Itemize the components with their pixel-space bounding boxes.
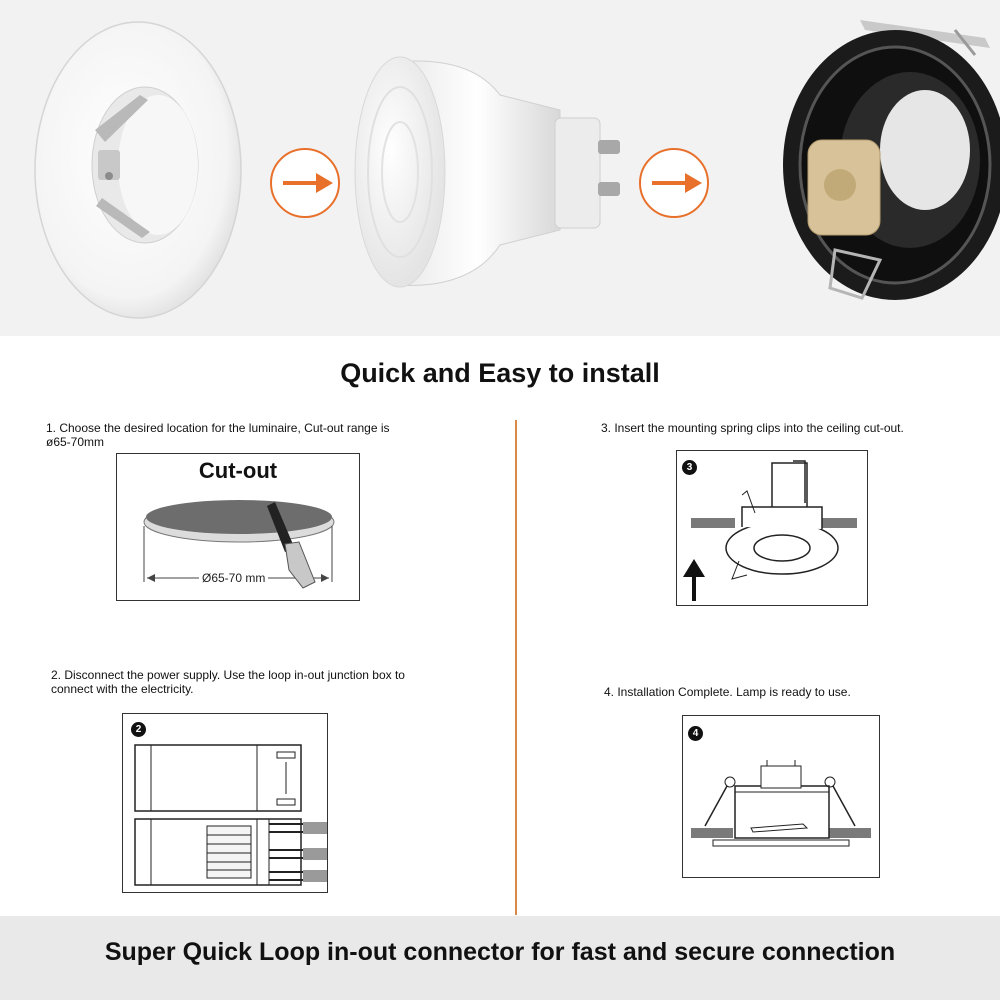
cutout-title: Cut-out bbox=[198, 458, 278, 483]
spring-clip-insert-drawing bbox=[677, 451, 867, 605]
footer-banner bbox=[0, 916, 1000, 1000]
arrow-right-icon bbox=[640, 149, 708, 217]
column-divider bbox=[515, 420, 517, 915]
step2-junction-panel bbox=[122, 713, 328, 893]
step1-cutout-panel bbox=[116, 453, 360, 601]
step1-instruction bbox=[46, 421, 416, 449]
installed-downlight-drawing bbox=[683, 716, 879, 877]
step4-instruction: 4. Installation Complete. Lamp is ready to use. bbox=[604, 685, 851, 699]
step4-complete-panel bbox=[682, 715, 880, 878]
page-title: Quick and Easy to install bbox=[340, 358, 660, 388]
hero-illustration bbox=[0, 0, 1000, 336]
hero-banner bbox=[0, 0, 1000, 336]
step3-instruction: 3. Insert the mounting spring clips into the ceiling cut-out. bbox=[601, 421, 904, 435]
step4-badge: 4 bbox=[688, 726, 703, 741]
fire-rated-downlight-housing bbox=[783, 20, 1000, 300]
step3-badge: 3 bbox=[682, 460, 697, 475]
arrow-up-icon bbox=[683, 559, 705, 601]
step1-line2: ø65-70mm bbox=[46, 435, 105, 449]
step1-line1: 1. Choose the desired location for the luminaire, Cut-out range is bbox=[46, 421, 390, 435]
step3-insert-panel bbox=[676, 450, 868, 606]
cutout-dimension: Ø65-70 mm bbox=[199, 571, 268, 585]
step2-instruction bbox=[51, 668, 421, 696]
white-trim-ring bbox=[35, 22, 241, 318]
step2-badge: 2 bbox=[131, 722, 146, 737]
step2-line1: 2. Disconnect the power supply. Use the loop in-out junction box to bbox=[51, 668, 405, 682]
junction-box-drawing bbox=[123, 714, 327, 892]
footer-text: Super Quick Loop in-out connector for fast and secure connection bbox=[104, 938, 896, 966]
gu10-led-bulb bbox=[355, 57, 620, 287]
step2-line2: connect with the electricity. bbox=[51, 682, 194, 696]
arrow-right-icon bbox=[271, 149, 339, 217]
